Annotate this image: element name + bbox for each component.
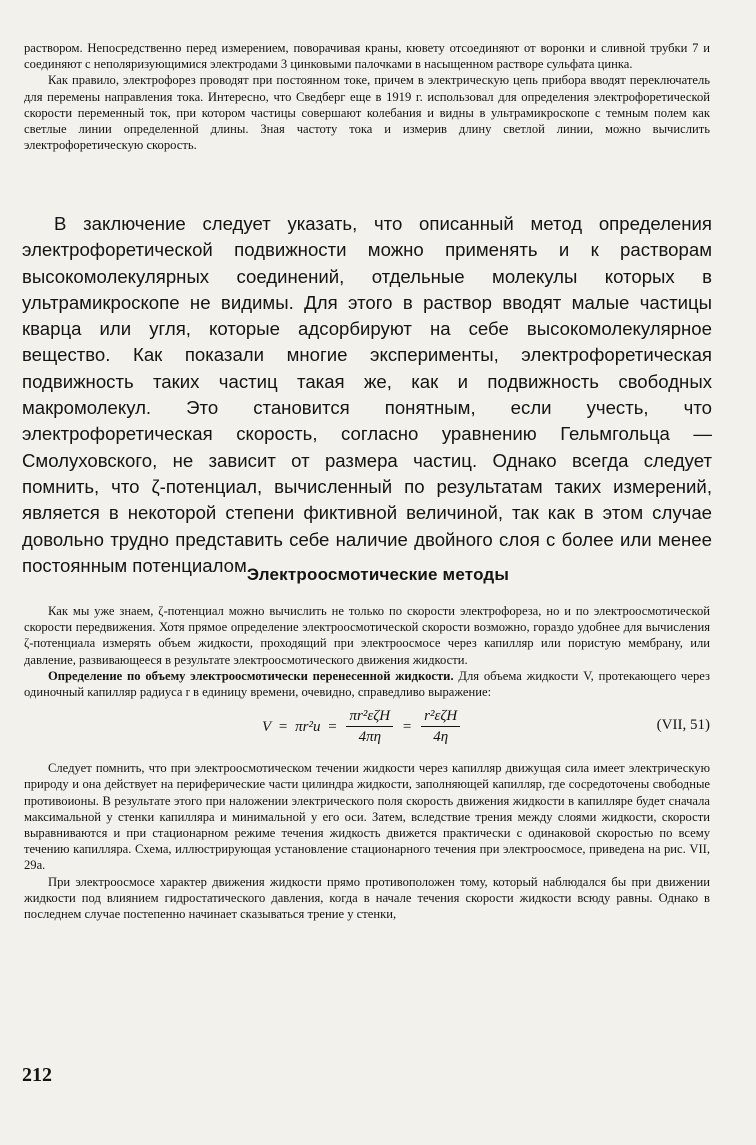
section-paragraph-2-text: Для объема жидкости V, протекающего через одиночный капилляр радиуса r в единицу времени, очевидно, справедливо выражение: [24,668,710,700]
page-number: 212 [22,1064,52,1086]
runin-title: Определение по объему электроосмотически перенесенной жидкости. [48,668,454,683]
top-small-text [24,40,710,153]
eq-lhs: V [262,718,272,735]
section-paragraph-3: Следует помнить, что при электроосмотическом течении жидкости через капилляр движущая сила имеет электрическую природу и она действует на периферические части цилиндра жидкости, заполняющей капилляр, где сосредоточены свободные противоионы. В результате этого при наложении электрического поля скорость движения жидкости в капилляре будет сначала максимальной у стенки капилляра и минимальной у его оси. Затем, вследствие трения между слоями жидкости, скорости выравниваются и при стационарном режиме течения жидкость движется практически с одинаковой скоростью по всему течению капилляра. Схема, иллюстрирующая установление стационарного течения при электроосмосе, приведена на рис. VII, 29а. [24,761,710,873]
eq-fraction-2 [421,706,460,747]
eq-fraction-1 [346,706,393,747]
equation-body [260,706,464,747]
top-paragraph-1: раствором. Непосредственно перед измерением, поворачивая краны, кювету отсоединяют от воронки и сливной трубки 7 и соединяют с неполяризующимися электродами 3 цинковыми палочками в насыщенном растворе сульфата цинка. [24,41,710,72]
section-paragraph-2 [24,668,710,700]
eq-mid: πr²u [295,718,321,735]
section-heading: Электроосмотические методы [246,565,510,584]
eq-fraction-2-numerator: r²εζH [421,706,460,727]
eq-fraction-1-denominator: 4πη [358,729,382,746]
equation-number: (VII, 51) [656,717,710,734]
eq-fraction-2-denominator: 4η [433,729,449,746]
eq-fraction-1-numerator: πr²εζH [346,706,393,727]
section-paragraph-1: Как мы уже знаем, ζ-потенциал можно вычислить не только по скорости электрофореза, но и по электроосмотической скорости передвижения. Хотя прямое определение электроосмотической скорости возможно, гораздо удобнее для вычисления ζ-потенциала измерять объем жидкости, проходящий при электроосмосе через капилляр или пористую мембрану, или давление, развивающееся в результате электроосмотического движения жидкости. [24,604,710,667]
equation [24,706,710,752]
section-paragraph-4: При электроосмосе характер движения жидкости прямо противоположен тому, который наблюдался бы при движении жидкости под влиянием гидростатического давления, когда в начале течения скорости жидкости всюду равны. Однако в последнем случае постепенно начинает сказываться трение у стенки, [24,874,710,922]
eq-equals-2: = [328,718,337,735]
section-body [24,603,710,922]
main-paragraph: В заключение следует указать, что описанный метод определения электрофоретической подвижности можно применять и к растворам высокомолекулярных соединений, отдельные молекулы которых в ультрамикроскопе не видимы. Для этого в раствор вводят малые частицы кварца или угля, которые адсорбируют на себе высокомолекулярное вещество. Как показали многие эксперименты, электрофоретическая подвижность таких частиц такая же, как и подвижность свободных макромолекул. Это становится понятным, если учесть, что электрофоретическая скорость, согласно уравнению Гельмгольца — Смолуховского, не зависит от размера частиц. Однако всегда следует помнить, что ζ-потенциал, вычисленный по результатам таких измерений, является в некоторой степени фиктивной величиной, так как в этом случае довольно трудно представить себе наличие двойного слоя с более или менее постоянным потенциалом. [22,213,712,576]
top-paragraph-2: Как правило, электрофорез проводят при постоянном токе, причем в электрическую цепь прибора вводят переключатель для перемены направления тока. Интересно, что Сведберг еще в 1919 г. использовал для определения электрофоретической скорости переменный ток, при котором частицы совершают колебания и видны в ультрамикроскопе с темным полем как светлые линии определенной длины. Зная частоту тока и измерив длину светлой линии, можно вычислить электрофоретическую скорость. [24,73,710,153]
eq-equals-3: = [402,718,412,735]
eq-equals-1: = [278,718,288,735]
